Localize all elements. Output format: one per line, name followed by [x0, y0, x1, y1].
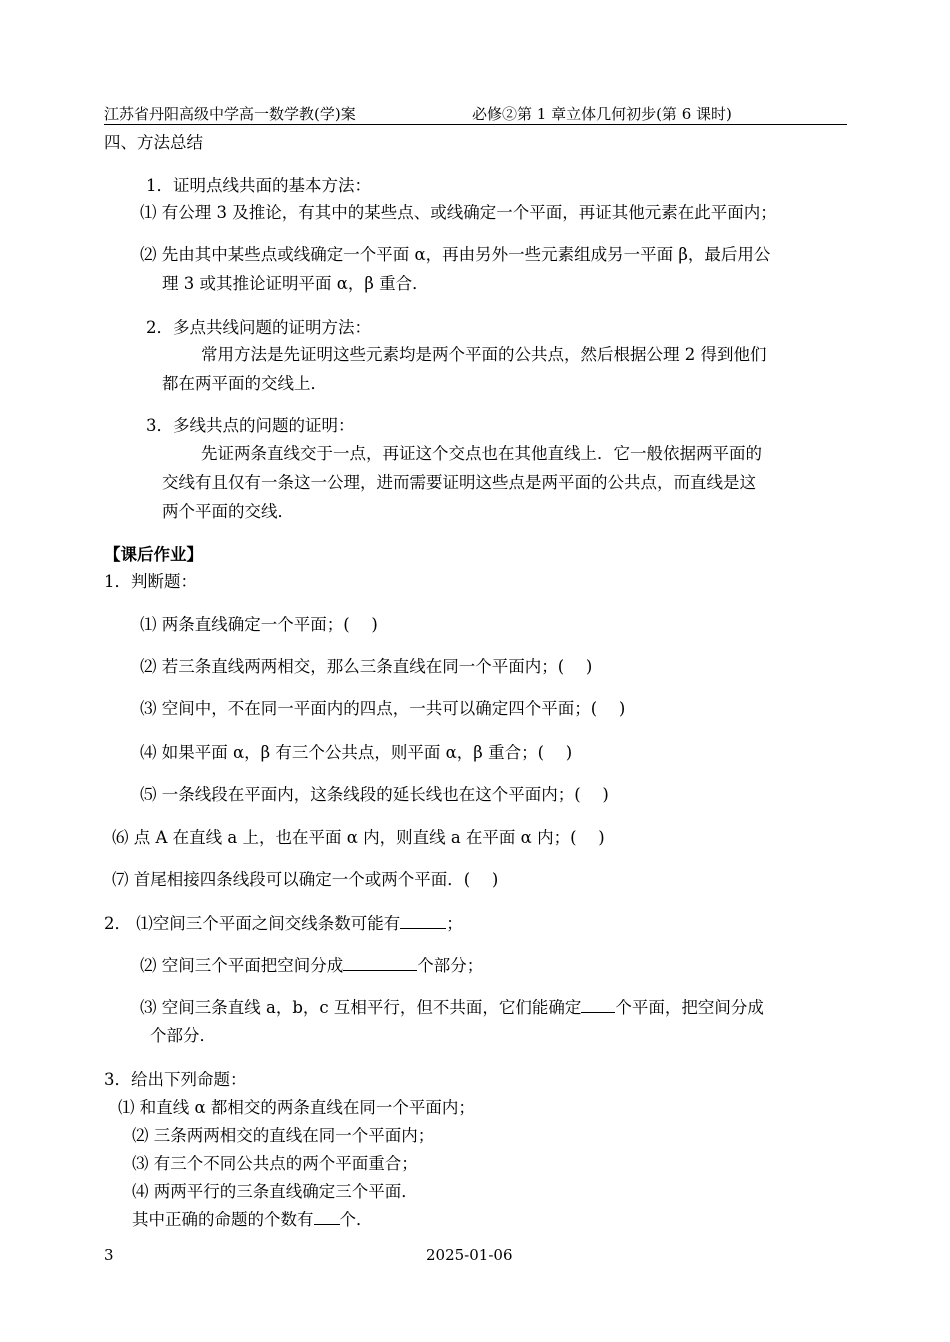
q3-conclusion-prefix: 其中正确的命题的个数有 [132, 1210, 314, 1229]
q2-b-suffix: 个部分； [417, 956, 484, 975]
method1-title: 1．证明点线共面的基本方法： [146, 176, 371, 195]
section-title: 四、方法总结 [104, 133, 203, 152]
homework-title: 【课后作业】 [104, 545, 203, 564]
q1-item-2: ⑵ 若三条直线两两相交，那么三条直线在同一个平面内；( ) [140, 657, 593, 676]
method3-line1: 先证两条直线交于一点，再证这个交点也在其他直线上．它一般依据两平面的 [201, 444, 762, 463]
q2-a [104, 913, 463, 935]
q3-title: 3．给出下列命题： [104, 1070, 247, 1089]
q1-item-5: ⑸ 一条线段在平面内，这条线段的延长线也在这个平面内；( ) [140, 785, 609, 804]
q3-item-1: ⑴ 和直线 α 都相交的两条直线在同一个平面内； [118, 1098, 475, 1117]
q1-item-7: ⑺ 首尾相接四条线段可以确定一个或两个平面．( ) [112, 870, 499, 889]
q3-blank[interactable] [314, 1209, 340, 1225]
footer-date: 2025-01-06 [426, 1246, 513, 1264]
q1-item-3: ⑶ 空间中，不在同一平面内的四点，一共可以确定四个平面；( ) [140, 699, 626, 718]
method2-title: 2．多点共线问题的证明方法： [146, 318, 371, 337]
method1-b-line2: 理 3 或其推论证明平面 α，β 重合． [162, 274, 429, 293]
q1-title: 1．判断题： [104, 572, 197, 591]
header-right: 必修②第 1 章立体几何初步(第 6 课时) [472, 105, 732, 123]
method2-line2: 都在两平面的交线上． [162, 374, 327, 393]
header-left: 江苏省丹阳高级中学高一数学教(学)案 [104, 105, 356, 123]
q1-item-4: ⑷ 如果平面 α，β 有三个公共点，则平面 α，β 重合；( ) [140, 743, 573, 762]
q3-item-2: ⑵ 三条两两相交的直线在同一个平面内； [132, 1126, 435, 1145]
method3-line3: 两个平面的交线． [162, 502, 294, 521]
q1-item-1: ⑴ 两条直线确定一个平面；( ) [140, 615, 378, 634]
q3-conclusion [132, 1209, 373, 1231]
q2-c-suffix: 个平面，把空间分成 [615, 998, 764, 1017]
header-rule [104, 124, 847, 125]
method3-title: 3．多线共点的问题的证明： [146, 416, 355, 435]
method1-a: ⑴ 有公理 3 及推论，有其中的某些点、或线确定一个平面，再证其他元素在此平面内； [140, 203, 777, 222]
q2-a-suffix: ； [446, 914, 463, 933]
page-number: 3 [104, 1246, 114, 1264]
q2-c [140, 997, 764, 1019]
q2-b-blank[interactable] [343, 955, 417, 971]
q2-c-blank[interactable] [581, 997, 615, 1013]
q2-b [140, 955, 483, 977]
q1-item-6: ⑹ 点 A 在直线 a 上，也在平面 α 内，则直线 a 在平面 α 内；( ) [112, 828, 605, 847]
method1-b-line1: ⑵ 先由其中某些点或线确定一个平面 α，再由另外一些元素组成另一平面 β，最后用公 [140, 245, 771, 264]
q2-a-blank[interactable] [400, 913, 446, 929]
method3-line2: 交线有且仅有一条这一公理，进而需要证明这些点是两平面的公共点，而直线是这 [162, 473, 756, 492]
q2-a-prefix: 2． ⑴空间三个平面之间交线条数可能有 [104, 914, 401, 933]
method2-line1: 常用方法是先证明这些元素均是两个平面的公共点，然后根据公理 2 得到他们 [201, 345, 767, 364]
q3-item-4: ⑷ 两两平行的三条直线确定三个平面． [132, 1182, 418, 1201]
q2-c-line2: 个部分． [150, 1026, 216, 1045]
q2-c-prefix: ⑶ 空间三条直线 a，b，c 互相平行，但不共面，它们能确定 [140, 998, 582, 1017]
q3-conclusion-suffix: 个． [339, 1210, 373, 1229]
q2-b-prefix: ⑵ 空间三个平面把空间分成 [140, 956, 344, 975]
q3-item-3: ⑶ 有三个不同公共点的两个平面重合； [132, 1154, 418, 1173]
